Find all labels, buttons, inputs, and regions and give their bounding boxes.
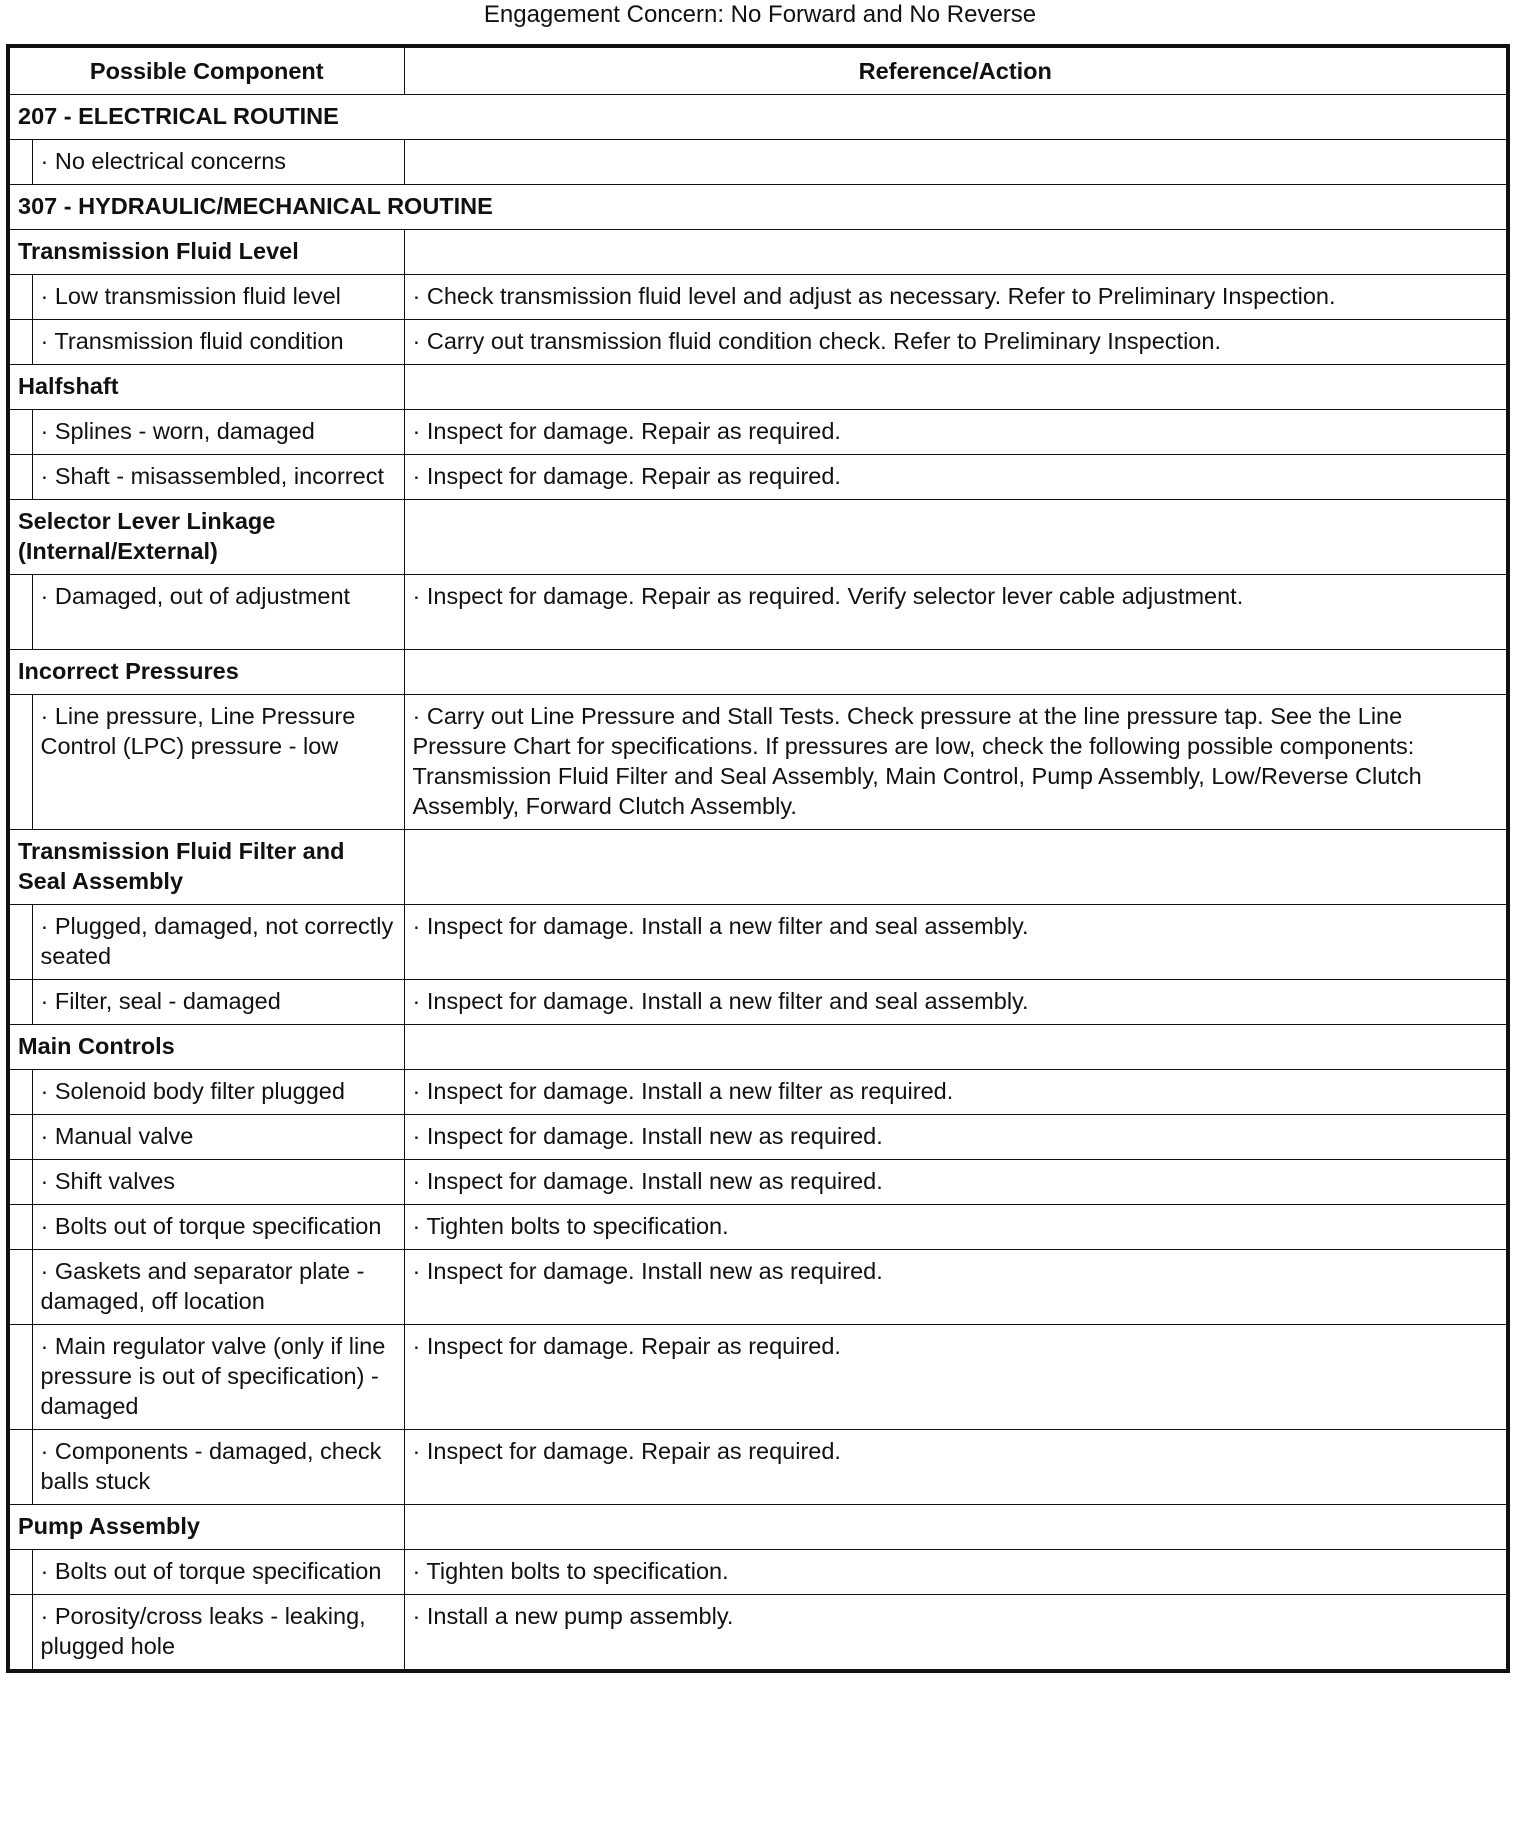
indent-cell: [8, 1250, 32, 1325]
indent-cell: [8, 1160, 32, 1205]
table-row: [8, 1205, 1508, 1250]
indent-cell: [8, 455, 32, 500]
action-cell: · Inspect for damage. Install a new filter and seal assembly.: [404, 980, 1508, 1025]
component-cell: · Low transmission fluid level: [32, 275, 404, 320]
action-cell: · Inspect for damage. Install a new filter as required.: [404, 1070, 1508, 1115]
group-title: Main Controls: [8, 1025, 404, 1070]
table-row: [8, 1115, 1508, 1160]
group-action-cell: [404, 1505, 1508, 1550]
component-cell: · Splines - worn, damaged: [32, 410, 404, 455]
group-row: [8, 230, 1508, 275]
component-cell: · Components - damaged, check balls stuck: [32, 1430, 404, 1505]
group-row: [8, 1025, 1508, 1070]
indent-cell: [8, 695, 32, 830]
table-row: [8, 1595, 1508, 1672]
table-row: [8, 140, 1508, 185]
component-cell: · Damaged, out of adjustment: [32, 575, 404, 650]
column-header-action: Reference/Action: [404, 46, 1508, 95]
section-row: [8, 95, 1508, 140]
indent-cell: [8, 1205, 32, 1250]
component-cell: · Porosity/cross leaks - leaking, plugged hole: [32, 1595, 404, 1672]
action-cell: [404, 140, 1508, 185]
table-row: [8, 1430, 1508, 1505]
group-action-cell: [404, 230, 1508, 275]
table-row: [8, 1325, 1508, 1430]
action-cell: · Tighten bolts to specification.: [404, 1550, 1508, 1595]
indent-cell: [8, 1115, 32, 1160]
group-action-cell: [404, 1025, 1508, 1070]
group-title: Halfshaft: [8, 365, 404, 410]
component-cell: · Shift valves: [32, 1160, 404, 1205]
component-cell: · Main regulator valve (only if line pressure is out of specification) - damaged: [32, 1325, 404, 1430]
table-row: [8, 320, 1508, 365]
section-row: [8, 185, 1508, 230]
group-title: Transmission Fluid Filter and Seal Assembly: [8, 830, 404, 905]
action-cell: · Inspect for damage. Install new as required.: [404, 1250, 1508, 1325]
component-cell: · Gaskets and separator plate - damaged, off location: [32, 1250, 404, 1325]
table-row: [8, 695, 1508, 830]
indent-cell: [8, 575, 32, 650]
table-row: [8, 1250, 1508, 1325]
table-row: [8, 410, 1508, 455]
group-row: [8, 365, 1508, 410]
action-cell: · Inspect for damage. Install new as required.: [404, 1160, 1508, 1205]
indent-cell: [8, 1070, 32, 1115]
indent-cell: [8, 275, 32, 320]
component-cell: · Filter, seal - damaged: [32, 980, 404, 1025]
group-action-cell: [404, 650, 1508, 695]
section-title: 207 - ELECTRICAL ROUTINE: [8, 95, 1508, 140]
diagnosis-table: [6, 44, 1510, 1673]
table-row: [8, 905, 1508, 980]
action-cell: · Inspect for damage. Install a new filter and seal assembly.: [404, 905, 1508, 980]
group-title: Pump Assembly: [8, 1505, 404, 1550]
indent-cell: [8, 1325, 32, 1430]
component-cell: · Bolts out of torque specification: [32, 1205, 404, 1250]
table-header-row: [8, 46, 1508, 95]
group-row: [8, 1505, 1508, 1550]
action-cell: · Inspect for damage. Repair as required. Verify selector lever cable adjustment.: [404, 575, 1508, 650]
group-action-cell: [404, 365, 1508, 410]
component-cell: · Shaft - misassembled, incorrect: [32, 455, 404, 500]
indent-cell: [8, 140, 32, 185]
indent-cell: [8, 320, 32, 365]
action-cell: · Carry out Line Pressure and Stall Tests. Check pressure at the line pressure tap. See the Line Pressure Chart for specifications. If pressures are low, check the following possible components: Transmission Fluid Filter and Seal Assembly, Main Control, Pump Assembly, Low/Reverse Clutch Assembly, Forward Clutch Assembly.: [404, 695, 1508, 830]
action-cell: · Inspect for damage. Repair as required.: [404, 1430, 1508, 1505]
indent-cell: [8, 1430, 32, 1505]
component-cell: · Solenoid body filter plugged: [32, 1070, 404, 1115]
group-title: Transmission Fluid Level: [8, 230, 404, 275]
action-cell: · Inspect for damage. Repair as required.: [404, 410, 1508, 455]
action-cell: · Inspect for damage. Repair as required.: [404, 1325, 1508, 1430]
component-cell: · Bolts out of torque specification: [32, 1550, 404, 1595]
group-row: [8, 500, 1508, 575]
group-row: [8, 830, 1508, 905]
indent-cell: [8, 1550, 32, 1595]
group-title: Selector Lever Linkage (Internal/External): [8, 500, 404, 575]
group-action-cell: [404, 830, 1508, 905]
action-cell: · Inspect for damage. Repair as required.: [404, 455, 1508, 500]
action-cell: · Check transmission fluid level and adjust as necessary. Refer to Preliminary Inspection.: [404, 275, 1508, 320]
indent-cell: [8, 410, 32, 455]
component-cell: · Transmission fluid condition: [32, 320, 404, 365]
component-cell: · Plugged, damaged, not correctly seated: [32, 905, 404, 980]
component-cell: · No electrical concerns: [32, 140, 404, 185]
indent-cell: [8, 1595, 32, 1672]
table-row: [8, 1070, 1508, 1115]
group-action-cell: [404, 500, 1508, 575]
page-title: Engagement Concern: No Forward and No Reverse: [483, 1, 1037, 28]
table-row: [8, 275, 1508, 320]
group-title: Incorrect Pressures: [8, 650, 404, 695]
table-row: [8, 455, 1508, 500]
table-row: [8, 1550, 1508, 1595]
table-row: [8, 980, 1508, 1025]
action-cell: · Inspect for damage. Install new as required.: [404, 1115, 1508, 1160]
section-title: 307 - HYDRAULIC/MECHANICAL ROUTINE: [8, 185, 1508, 230]
action-cell: · Install a new pump assembly.: [404, 1595, 1508, 1672]
indent-cell: [8, 905, 32, 980]
action-cell: · Tighten bolts to specification.: [404, 1205, 1508, 1250]
indent-cell: [8, 980, 32, 1025]
component-cell: · Manual valve: [32, 1115, 404, 1160]
group-row: [8, 650, 1508, 695]
table-row: [8, 575, 1508, 650]
action-cell: · Carry out transmission fluid condition check. Refer to Preliminary Inspection.: [404, 320, 1508, 365]
table-row: [8, 1160, 1508, 1205]
component-cell: · Line pressure, Line Pressure Control (LPC) pressure - low: [32, 695, 404, 830]
column-header-component: Possible Component: [8, 46, 404, 95]
